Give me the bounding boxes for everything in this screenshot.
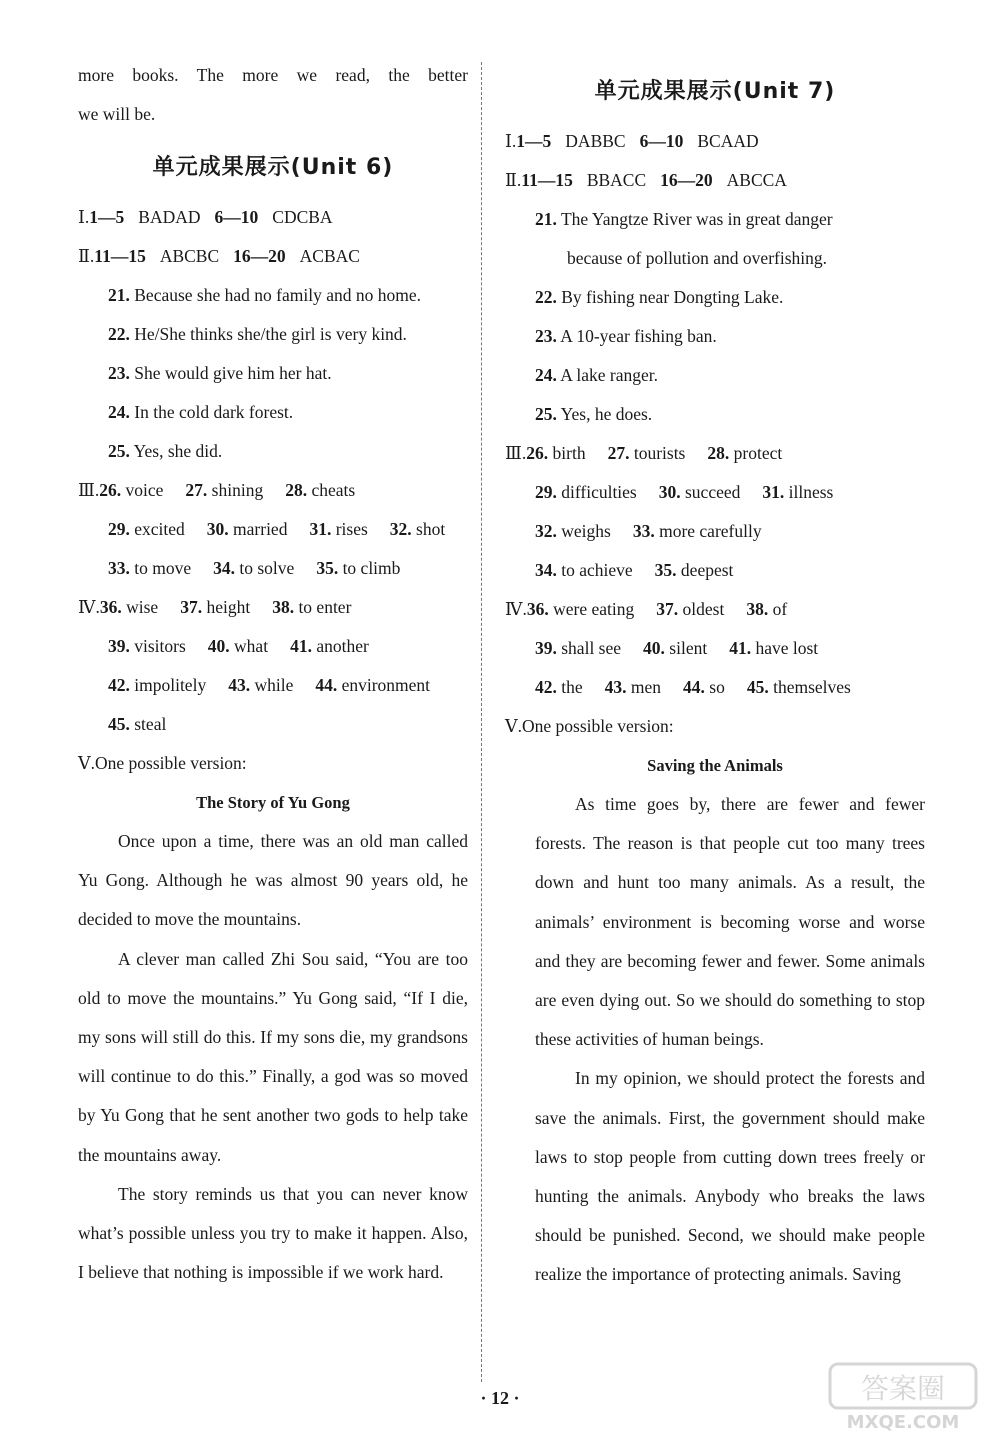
essay-paragraph — [505, 785, 925, 1059]
essay-title: Saving the Animals — [647, 756, 783, 775]
answers: BCAAD — [697, 131, 759, 151]
roman-numeral: Ⅱ. — [505, 170, 522, 190]
answers: CDCBA — [272, 207, 333, 227]
version-label: One possible version: — [95, 753, 247, 773]
answer-item — [78, 315, 468, 354]
item-word: protect — [733, 443, 783, 463]
range: 6—10 — [214, 207, 259, 227]
unit6-heading: 单元成果展示(Unit 6) — [152, 155, 394, 180]
intro-line-1: more books. The more we read, the better — [78, 65, 468, 85]
item-word: to climb — [342, 558, 401, 578]
item-number: 44. — [315, 675, 338, 695]
item-word: themselves — [773, 677, 851, 697]
unit7-section3-row — [505, 434, 925, 473]
item-word: tourists — [633, 443, 686, 463]
item-word: so — [709, 677, 725, 697]
item-number: 34. — [535, 560, 557, 580]
item-text: She would give him her hat. — [134, 363, 332, 383]
item-number: 32. — [389, 519, 412, 539]
unit6-section2 — [78, 237, 468, 276]
unit7-section4-row — [505, 668, 925, 707]
item-number: 38. — [746, 599, 769, 619]
answer-item — [505, 278, 925, 317]
item-word: while — [254, 675, 294, 695]
item-word: more carefully — [659, 521, 762, 541]
item-text: Because she had no family and no home. — [134, 285, 421, 305]
item-text: The Yangtze River was in great danger — [560, 209, 833, 229]
item-word: weighs — [561, 521, 611, 541]
item-number: 35. — [654, 560, 677, 580]
item-word: shining — [211, 480, 264, 500]
answers: BADAD — [138, 207, 201, 227]
item-number: 37. — [180, 597, 203, 617]
item-word: steal — [134, 714, 167, 734]
unit6-section1 — [78, 198, 468, 237]
watermark-logo-icon — [828, 1362, 978, 1434]
unit7-section2 — [505, 161, 925, 200]
item-number: 38. — [272, 597, 295, 617]
unit6-section4-row — [78, 588, 468, 627]
answers: ACBAC — [299, 246, 360, 266]
item-number: 39. — [108, 636, 130, 656]
item-number: 21. — [535, 209, 557, 229]
item-word: another — [316, 636, 369, 656]
item-number: 29. — [535, 482, 557, 502]
item-word: deepest — [680, 560, 734, 580]
roman-numeral: Ⅰ. — [78, 207, 90, 227]
unit7-section5-label — [505, 707, 925, 746]
item-number: 40. — [207, 636, 230, 656]
item-word: succeed — [685, 482, 741, 502]
item-number: 26. — [526, 443, 549, 463]
item-number: 22. — [535, 287, 557, 307]
column-divider — [481, 62, 482, 1382]
item-word: visitors — [134, 636, 186, 656]
range: 1—5 — [516, 131, 552, 151]
item-word: were eating — [553, 599, 635, 619]
roman-numeral: Ⅴ. — [78, 753, 96, 773]
range: 1—5 — [89, 207, 125, 227]
essay-title: The Story of Yu Gong — [196, 793, 350, 812]
item-word: excited — [134, 519, 185, 539]
item-number: 25. — [108, 441, 130, 461]
item-number: 25. — [535, 404, 557, 424]
item-word: impolitely — [134, 675, 207, 695]
unit7-section1 — [505, 122, 925, 161]
item-number: 30. — [658, 482, 681, 502]
item-word: difficulties — [561, 482, 637, 502]
unit6-section3-row — [78, 549, 468, 588]
paragraph-text: Once upon a time, there was an old man called Yu Gong. Although he was almost 90 years old, he decided to move the mountains. — [78, 831, 468, 930]
item-text: He/She thinks she/the girl is very kind. — [134, 324, 407, 344]
unit7-section4-row — [505, 590, 925, 629]
right-column — [505, 56, 925, 1295]
answers: BBACC — [586, 170, 647, 190]
item-number: 30. — [206, 519, 229, 539]
item-number: 28. — [707, 443, 730, 463]
item-text: Yes, she did. — [133, 441, 223, 461]
item-word: to move — [134, 558, 192, 578]
unit7-section3-row — [505, 551, 925, 590]
unit6-section3-row — [78, 510, 468, 549]
item-word: oldest — [682, 599, 725, 619]
item-number: 24. — [108, 402, 130, 422]
version-label: One possible version: — [522, 716, 674, 736]
item-word: environment — [341, 675, 431, 695]
item-number: 32. — [535, 521, 557, 541]
item-word: to solve — [239, 558, 295, 578]
item-word: rises — [335, 519, 368, 539]
item-word: shot — [416, 519, 446, 539]
answer-item — [505, 317, 925, 356]
range: 16—20 — [233, 246, 286, 266]
item-number: 29. — [108, 519, 130, 539]
range: 6—10 — [639, 131, 684, 151]
roman-numeral: Ⅴ. — [505, 716, 523, 736]
item-text: A 10-year fishing ban. — [560, 326, 717, 346]
item-word: wise — [126, 597, 159, 617]
essay-paragraph — [78, 1175, 468, 1293]
item-word: men — [630, 677, 662, 697]
answer-item — [78, 276, 468, 315]
unit7-section3-row — [505, 473, 925, 512]
unit7-section3-row — [505, 512, 925, 551]
unit6-section5-label — [78, 744, 468, 783]
item-number: 43. — [604, 677, 627, 697]
item-word: have lost — [755, 638, 819, 658]
answer-item — [505, 200, 925, 239]
item-number: 26. — [99, 480, 122, 500]
item-number: 40. — [643, 638, 665, 658]
svg-text:答案圈: 答案圈 — [860, 1372, 946, 1405]
item-number: 31. — [762, 482, 785, 502]
item-number: 43. — [228, 675, 251, 695]
paragraph-text: The story reminds us that you can never know what’s possible unless you try to make it happen. Also, I believe that nothing is impossible if we work hard. — [78, 1183, 468, 1283]
item-number: 33. — [632, 521, 655, 541]
paragraph-text: A clever man called Zhi Sou said, “You are too old to move the mountains.” Yu Gong said, “If I die, my sons will still do this. If my sons die, my grandsons will continue to do this.” Finally, a god was so moved by Yu Gong that he sent another two gods to help take the mountains away. — [78, 948, 468, 1165]
item-word: to enter — [298, 597, 352, 617]
item-word: birth — [552, 443, 586, 463]
item-word: voice — [125, 480, 164, 500]
answer-item — [78, 393, 468, 432]
roman-numeral: Ⅱ. — [78, 246, 95, 266]
item-number: 22. — [108, 324, 130, 344]
item-word: cheats — [311, 480, 356, 500]
item-text: By fishing near Dongting Lake. — [561, 287, 784, 307]
answers: ABCBC — [159, 246, 220, 266]
item-text: Yes, he does. — [560, 404, 653, 424]
item-number: 45. — [108, 714, 130, 734]
item-text: In the cold dark forest. — [134, 402, 294, 422]
unit6-section4-row — [78, 705, 468, 744]
essay-paragraph — [78, 822, 468, 940]
item-word: illness — [788, 482, 834, 502]
item-number: 27. — [607, 443, 630, 463]
answer-item — [78, 432, 468, 471]
roman-numeral: Ⅳ. — [78, 597, 100, 617]
item-word: of — [772, 599, 788, 619]
range: 11—15 — [521, 170, 573, 190]
item-word: to achieve — [561, 560, 633, 580]
item-number: 35. — [316, 558, 339, 578]
answer-item — [505, 356, 925, 395]
item-number: 41. — [290, 636, 312, 656]
item-number: 44. — [683, 677, 705, 697]
item-number: 36. — [526, 599, 549, 619]
answers: ABCCA — [726, 170, 787, 190]
item-word: what — [234, 636, 269, 656]
roman-numeral: Ⅳ. — [505, 599, 527, 619]
item-number: 41. — [729, 638, 752, 658]
range: 16—20 — [660, 170, 713, 190]
item-word: married — [233, 519, 288, 539]
item-number: 34. — [213, 558, 235, 578]
item-number: 23. — [535, 326, 557, 346]
item-number: 27. — [185, 480, 208, 500]
unit7-section4-row — [505, 629, 925, 668]
item-number: 42. — [108, 675, 130, 695]
unit7-heading: 单元成果展示(Unit 7) — [594, 79, 836, 104]
page-number: · 12 · — [480, 1388, 520, 1408]
essay-paragraph — [505, 1059, 925, 1294]
item-number: 42. — [535, 677, 557, 697]
roman-numeral: Ⅲ. — [78, 480, 100, 500]
item-text: A lake ranger. — [560, 365, 658, 385]
roman-numeral: Ⅰ. — [505, 131, 517, 151]
range: 11—15 — [94, 246, 146, 266]
item-word: height — [206, 597, 251, 617]
unit6-section3-row — [78, 471, 468, 510]
answer-item — [505, 395, 925, 434]
answer-item-continued: because of pollution and overfishing. — [567, 248, 828, 268]
intro-line-2: we will be. — [78, 104, 156, 124]
roman-numeral: Ⅲ. — [505, 443, 527, 463]
item-number: 37. — [656, 599, 679, 619]
item-number: 24. — [535, 365, 557, 385]
item-word: the — [561, 677, 583, 697]
item-number: 45. — [746, 677, 769, 697]
item-number: 36. — [99, 597, 122, 617]
paragraph-text: In my opinion, we should protect the forests and save the animals. First, the government should make laws to stop people from cutting down trees freely or hunting the animals. Anybody who breaks the laws should be punished. Second, we should make people realize the importance of protecting animals. Saving — [535, 1068, 925, 1285]
paragraph-text: As time goes by, there are fewer and fewer forests. The reason is that people cut too many trees down and hunt too many animals. As a result, the animals’ environment is becoming worse and worse and they are becoming fewer and fewer. Some animals are even dying out. So we should do something to stop these activities of human beings. — [535, 794, 925, 1050]
item-number: 28. — [285, 480, 308, 500]
item-number: 33. — [108, 558, 130, 578]
answer-item — [78, 354, 468, 393]
item-number: 39. — [535, 638, 557, 658]
svg-text:MXQE.COM: MXQE.COM — [846, 1412, 960, 1433]
unit6-section4-row — [78, 627, 468, 666]
item-number: 31. — [309, 519, 332, 539]
item-word: silent — [669, 638, 708, 658]
answers: DABBC — [565, 131, 626, 151]
unit6-section4-row — [78, 666, 468, 705]
item-number: 21. — [108, 285, 130, 305]
essay-paragraph — [78, 940, 468, 1175]
item-word: shall see — [561, 638, 622, 658]
item-number: 23. — [108, 363, 130, 383]
left-column — [78, 56, 468, 1292]
